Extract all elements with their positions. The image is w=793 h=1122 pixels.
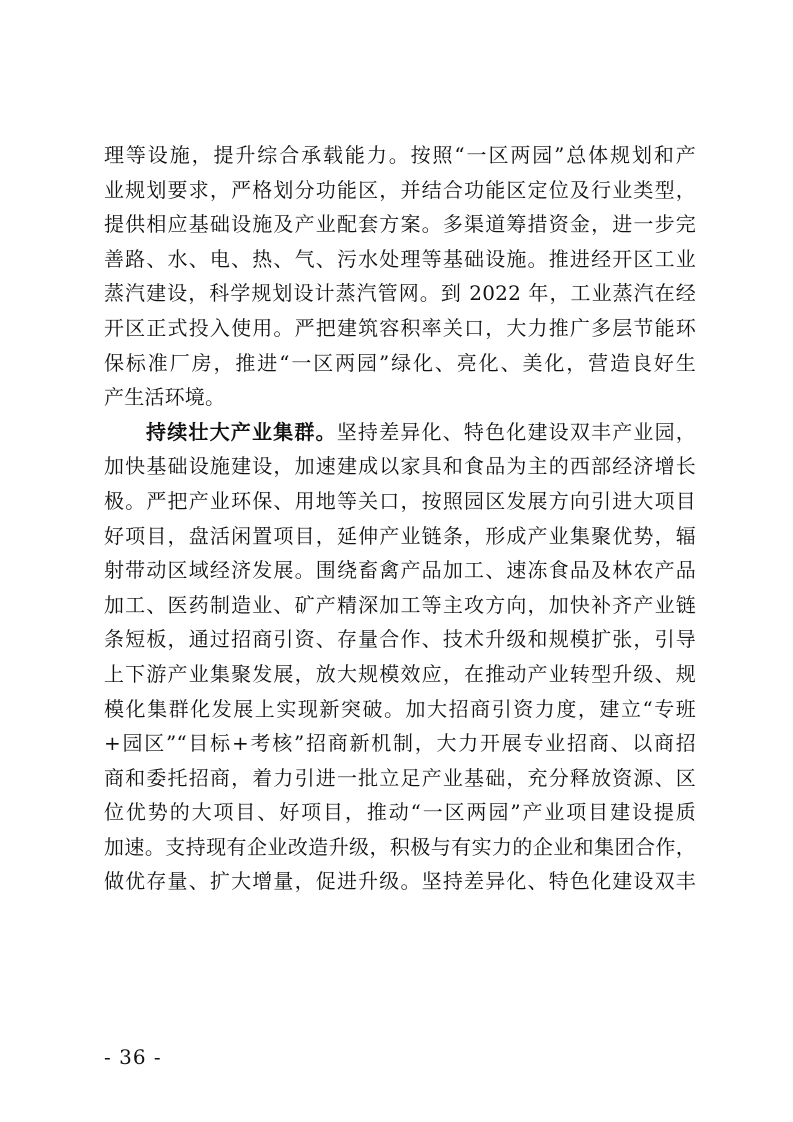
- text-line: 加快基础设施建设，加速建成以家具和食品为主的西部经济增长: [104, 454, 696, 479]
- text-line: 做优存量、扩大增量，促进升级。坚持差异化、特色化建设双丰: [104, 869, 696, 894]
- text-line: 开区正式投入使用。严把建筑容积率关口，大力推广多层节能环: [104, 315, 696, 340]
- text-line: 加速。支持现有企业改造升级，积极与有实力的企业和集团合作，: [104, 834, 696, 859]
- paragraph-heading: 持续壮大产业集群。: [146, 419, 337, 444]
- text-line: 保标准厂房，推进“一区两园”绿化、亮化、美化，营造良好生: [104, 350, 696, 375]
- text-line: 上下游产业集聚发展，放大规模效应，在推动产业转型升级、规: [104, 661, 696, 686]
- text-line: 业规划要求，严格划分功能区，并结合功能区定位及行业类型，: [104, 177, 696, 202]
- text-line: 位优势的大项目、好项目，推动“一区两园”产业项目建设提质: [104, 800, 696, 825]
- text-line: [104, 415, 696, 450]
- text-line: 射带动区域经济发展。围绕畜禽产品加工、速冻食品及林农产品: [104, 558, 696, 583]
- body-text: [104, 138, 696, 899]
- text-line: 理等设施，提升综合承载能力。按照“一区两园”总体规划和产: [104, 143, 696, 167]
- text-line: 商和委托招商，着力引进一批立足产业基础，充分释放资源、区: [104, 765, 696, 790]
- text-line: 善路、水、电、热、气、污水处理等基础设施。推进经开区工业: [104, 246, 696, 271]
- text-line: 加工、医药制造业、矿产精深加工等主攻方向，加快补齐产业链: [104, 592, 696, 617]
- text-line: +园区”“目标+考核”招商新机制，大力开展专业招商、以商招: [104, 731, 696, 756]
- paragraph-2: [104, 415, 696, 899]
- text-line: 条短板，通过招商引资、存量合作、技术升级和规模扩张，引导: [104, 627, 696, 652]
- text-line: 蒸汽建设，科学规划设计蒸汽管网。到 2022 年，工业蒸汽在经: [104, 281, 696, 306]
- page-number: - 36 -: [104, 1045, 162, 1069]
- text-line: 提供相应基础设施及产业配套方案。多渠道筹措资金，进一步完: [104, 212, 696, 237]
- first-line-text: 坚持差异化、特色化建设双丰产业园，: [336, 419, 696, 444]
- text-line: 极。严把产业环保、用地等关口，按照园区发展方向引进大项目: [104, 488, 696, 513]
- text-line: 产生活环境。: [104, 385, 226, 410]
- text-line: 好项目，盘活闲置项目，延伸产业链条，形成产业集聚优势，辐: [104, 523, 696, 548]
- paragraph-1: [104, 138, 696, 415]
- text-line: 模化集群化发展上实现新突破。加大招商引资力度，建立“专班: [104, 696, 696, 721]
